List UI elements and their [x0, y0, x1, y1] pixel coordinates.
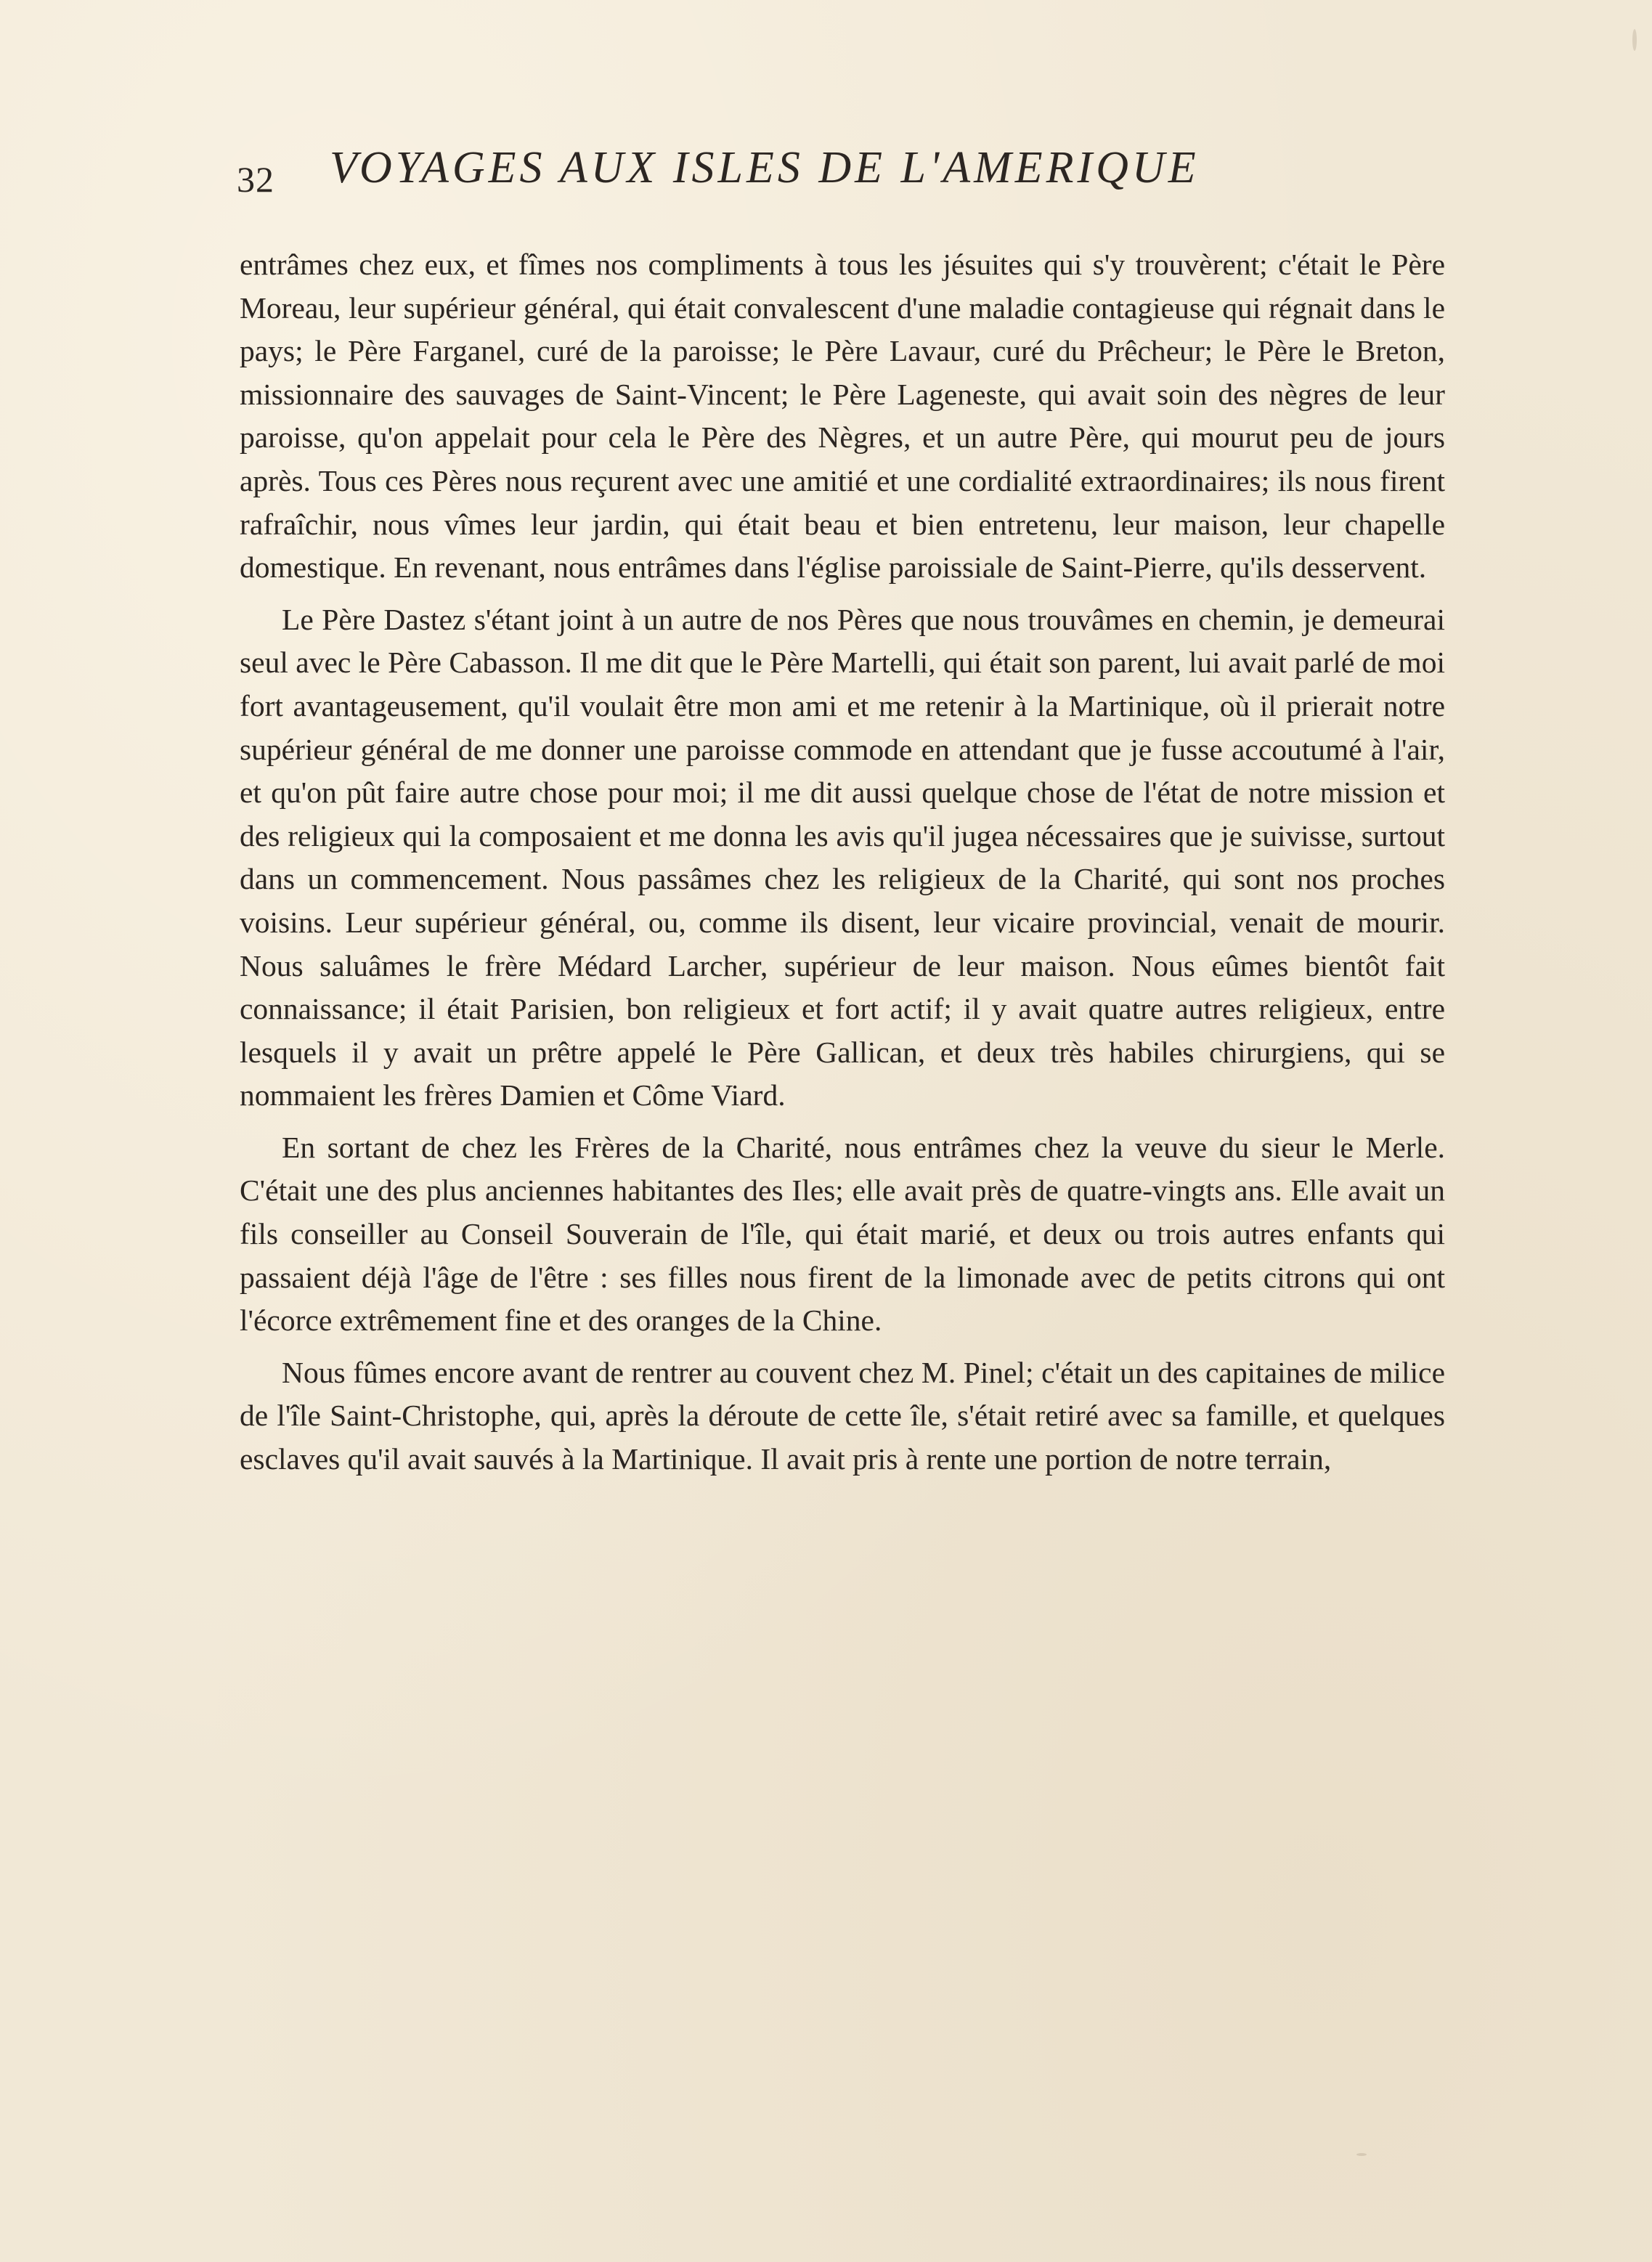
paragraph-3: En sortant de chez les Frères de la Charité, nous entrâmes chez la veuve du sieur le Merle. C'était une des plus anciennes habitantes des Iles; elle avait près de quatre-vingts ans. Elle avait un fils conseiller au Conseil Souverain de l'île, qui était marié, et deux ou trois autres enfants qui passaient déjà l'âge de l'être : ses filles nous firent de la limonade avec de petits citrons qui ont l'écorce extrêmement fine et des oranges de la Chine.	[240, 1130, 1445, 1338]
paragraph-1: entrâmes chez eux, et fîmes nos compliments à tous les jésuites qui s'y trouvèrent; c'était le Père Moreau, leur supérieur général, qui était convalescent d'une maladie contagieuse qui régnait dans le pays; le Père Farganel, curé de la paroisse; le Père Lavaur, curé du Prêcheur; le Père le Breton, missionnaire des sauvages de Saint-Vincent; le Père Lageneste, qui avait soin des nègres de leur paroisse, qu'on appelait pour cela le Père des Nègres, et un autre Père, qui mourut peu de jours après. Tous ces Pères nous reçurent avec une amitié et une cordialité extraordinaires; ils nous firent rafraîchir, nous vîmes leur jardin, qui était beau et bien entretenu, leur maison, leur chapelle domestique. En revenant, nous entrâmes dans l'église paroissiale de Saint-Pierre, qu'ils desservent.	[240, 248, 1445, 585]
body-text	[240, 243, 1445, 1490]
page-number: 32	[237, 159, 274, 200]
paragraph-4: Nous fûmes encore avant de rentrer au couvent chez M. Pinel; c'était un des capitaines de milice de l'île Saint-Christophe, qui, après la déroute de cette île, s'était retiré avec sa famille, et quelques esclaves qu'il avait sauvés à la Martinique. Il avait pris à rente une portion de notre terrain,	[240, 1355, 1445, 1476]
paper-speck	[1356, 2153, 1367, 2156]
paragraph-2: Le Père Dastez s'étant joint à un autre de nos Pères que nous trouvâmes en chemin, je demeurai seul avec le Père Cabasson. Il me dit que le Père Martelli, qui était son parent, lui avait parlé de moi fort avantageusement, qu'il voulait être mon ami et me retenir à la Martinique, où il prierait notre supérieur général de me donner une paroisse commode en attendant que je fusse accoutumé à l'air, et qu'on pût faire autre chose pour moi; il me dit aussi quelque chose de l'état de notre mission et des religieux qui la composaient et me donna les avis qu'il jugea nécessaires que je suivisse, surtout dans un commencement. Nous passâmes chez les religieux de la Charité, qui sont nos proches voisins. Leur supérieur général, ou, comme ils disent, leur vicaire provincial, venait de mourir. Nous saluâmes le frère Médard Larcher, supérieur de leur maison. Nous eûmes bientôt fait connaissance; il était Parisien, bon religieux et fort actif; il y avait quatre autres religieux, entre lesquels il y avait un prêtre appelé le Père Gallican, et deux très habiles chirurgiens, qui se nommaient les frères Damien et Côme Viard.	[240, 602, 1445, 1112]
running-head	[237, 142, 1457, 208]
running-title: VOYAGES AUX ISLES DE L'AMERIQUE	[330, 143, 1200, 192]
paper-speck	[1632, 29, 1637, 51]
